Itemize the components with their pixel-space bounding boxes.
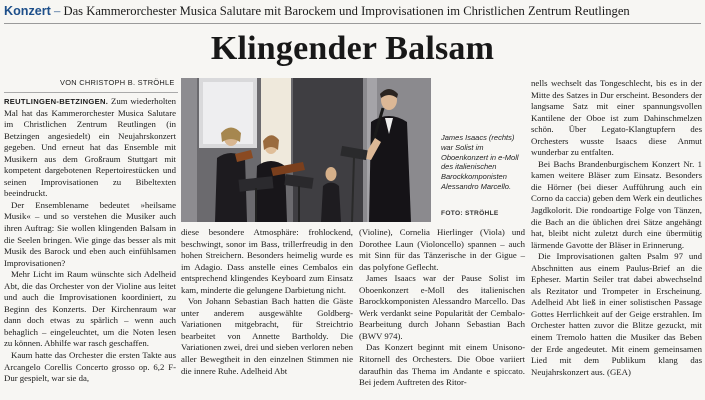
- byline-rule: [4, 92, 178, 93]
- paragraph: (Violine), Cornelia Hierlinger (Viola) und Dorothee Laun (Violoncello) spannen – auch mit Sinn für das Tänzerische in der Gigue – das polyfone Geflecht.: [359, 227, 525, 272]
- article-column-3: [359, 227, 525, 389]
- paragraph: Der Ensemblename bedeutet »heilsame Musik« – und so verstehen die Musiker auch ihren Auftrag: Sie wollen klingenden Balsam in die Seelen bringen. Wie ginge das besser als mit Musik des Barock und eben auch einfühlsamen Improvisationen?: [4, 199, 176, 268]
- paragraph: Mehr Licht im Raum wünschte sich Adelheid Abt, die das Orchester von der Violine aus leitet und auch die Improvisationen koordiniert, zu Beginn des Konzerts. Der Kirchenraum war dann doch etwas zu spärlich – wenn auch behaglich – eingeleuchtet, um die Noten lesen zu können. Abhilfe war rasch geschaffen.: [4, 269, 176, 349]
- paragraph: James Isaacs war der Pause Solist im Oboenkonzert e-Moll des italienischen Barockkomponisten Alessandro Marcello. Das Werk verdankt seine Popularität der Cembalo-Bearbeitung durch Johann Sebastian Bach (BWV 974).: [359, 273, 525, 341]
- kicker-dash: –: [50, 4, 61, 18]
- paragraph: Das Konzert beginnt mit einem Unisono-Ritornell des Orchesters. Die Oboe variiert daraufhin das Thema im Andante e spiccato. Bei jedem Auftreten des Ritor-: [359, 342, 525, 388]
- photo-credit: FOTO: STRÖHLE: [441, 210, 499, 217]
- lead-text: Zum wiederholten Mal hat das Kammerorchester Musica Salutare im Christlichen Zentrum Reutlingen (in Betzingen angesiedelt) ein Neujahrskonzert gegeben. Und erneut hat das Ensemble mit Musikern aus dem Großraum Stuttgart mit kompetent dargebotenen Repertoirestücken und seinen Improvisationen zu Bibeltexten beeindruckt.: [4, 96, 176, 199]
- kicker-line: [4, 4, 704, 19]
- concert-photo-illustration: [181, 78, 431, 222]
- headline: Klingender Balsam: [210, 30, 495, 67]
- lead-paragraph: [4, 96, 176, 200]
- byline: VON CHRISTOPH B. STRÖHLE: [60, 78, 175, 87]
- kicker-keyword: Konzert: [4, 4, 51, 18]
- article-column-1: [4, 96, 176, 385]
- paragraph: nells wechselt das Tongeschlecht, bis es in der Mitte des Satzes in Dur erscheint. Besonders der langsame Satz mit einer spannungsvollen Kantilene der Oboe ist zum Dahinschmelzen schön. Über Legato-Klangtupfern des Orchesters wusste Isaacs diese Anmut wunderbar zu entfalten.: [531, 78, 702, 158]
- article-column-2: [181, 227, 353, 377]
- dateline: REUTLINGEN-BETZINGEN.: [4, 97, 109, 106]
- paragraph: Von Johann Sebastian Bach hatten die Gäste unter anderem ausgewählte Goldberg-Variationen mitgebracht, für Streichtrio bearbeitet von Annette Bartholdy. Die Variationen zwei, drei und sieben verloren neben aller Bewegtheit in den einzelnen Stimmen nie die innere Ruhe. Adelheid Abt: [181, 296, 353, 376]
- paragraph: Kaum hatte das Orchester die ersten Takte aus Arcangelo Corellis Concerto grosso op. 6,2 F-Dur gespielt, war sie da,: [4, 350, 176, 384]
- concert-photo: [181, 78, 431, 222]
- kicker-subline: Das Kammerorchester Musica Salutare mit Barockem und Improvisationen im Christlichen Zentrum Reutlingen: [60, 4, 630, 18]
- paragraph: Die Improvisationen galten Psalm 97 und Abschnitten aus einem Paulus-Brief an die Epheser. Martin Seiler trat dabei abwechselnd als Rezitator und Trompeter in Erscheinung. Adelheid Abt ließ in einer solistischen Passage Gottes Herrlichkeit auf der Geige erstrahlen. Im Orchester hatten zuvor die Blitze gezuckt, mit einem Tremolo hatten die Musiker das Beben der Erde angedeutet. Mit einem gemeinsamen Lied mit dem Publikum klang das Neujahrskonzert aus. (GEA): [531, 251, 702, 377]
- paragraph: Bei Bachs Brandenburgischem Konzert Nr. 1 kamen weitere Bläser zum Einsatz. Besonders die Hörner (bei dieser Aufführung auch ein Corno da caccia) geben dem Werk ein deutliches Jagdkolorit. Die rondoartige Folge von Tänzen, die Bach an die üblichen drei Sätze angehängt hat, bleibt nicht zuletzt durch eine übermütig lärmende Gavotte der Bläser in Erinnerung.: [531, 158, 702, 250]
- header-rule: [4, 23, 701, 24]
- article-column-4: [531, 78, 702, 378]
- paragraph: diese besondere Atmosphäre: frohlockend, beschwingt, sonor im Bass, trillerfreudig in den hohen Streichern. Besonders heimelig wurde es im Adagio. Dass anstelle eines Cembalos ein entsprechend klingendes Keyboard zum Einsatz kam, minderte die gelungene Darbietung nicht.: [181, 227, 353, 295]
- photo-caption: James Isaacs (rechts) war Solist im Oboenkonzert in e-Moll des italienischen Barockkomponisten Alessandro Marcello.: [441, 133, 519, 191]
